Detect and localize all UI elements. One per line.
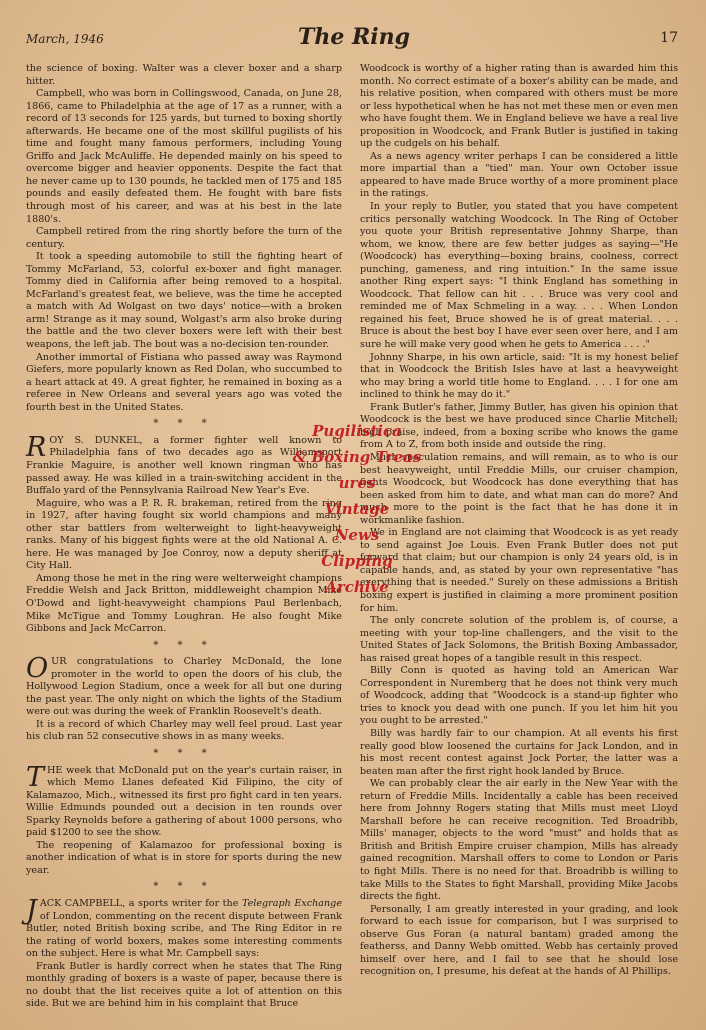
watermark-line: News [334,526,380,544]
drop-cap: O [26,653,49,685]
paragraph-text: ACK CAMPBELL, a sports writer for the [39,898,242,909]
paragraph: Campbell retired from the ring shortly before the turn of the century. [26,226,342,250]
paragraph: Woodcock is worthy of a higher rating than is awarded him this month. No correct estimate of a boxer's ability can be made, and his relative position, when compared with others must be more or less hypothetical when he has not met these men or even men who have fought them. We in England believe we have a real live proposition in Woodcock, and Frank Butler is justified in taking up the cudgels on his behalf. [360,63,678,150]
paragraph: Billy Conn is quoted as having told an American War Correspondent in Nuremberg that he does not think very much of Woodcock, adding that "Woodcock is a stand-up fighter who tries to knock you dead with one punch. If you let him hit you you ought to be arrested." [360,665,678,727]
paragraph [26,761,342,840]
paragraph-text: HE week that McDonald put on the year's curtain raiser, in which Memo Llanes defeated Kid Filipino, the city of Kalamazoo, Mich., witnessed its first pro fight card in ten years. Willie Edmunds pounded out a decision in ten rounds over Sparky Reynolds before a gathering of about 1000 persons, who paid $1200 to see the show. [26,764,342,839]
paragraph: We can probably clear the air early in the New Year with the return of Freddie Mills. Incidentally a cable has been received here from Johnny Rogers stating that Mills must meet Lloyd Marshall before he can receive recognition. Ted Broadribb, Mills' manager, objects to the word "must" and holds that as British and British Empire cruiser champion, Mills has already gained recognition. Marshall offers to come to London or Paris to fight Mills. There is no need for that. Broadribb is willing to take Mills to the States to fight Marshall, providing Mike Jacobs directs the fight. [360,778,678,903]
paragraph: Another immortal of Fistiana who passed away was Raymond Giefers, more popularly known as Red Dolan, who succumbed to a heart attack at 49. A great fighter, he remained in boxing as a referee in New Orleans and several years ago was voted the fourth best in the United States. [26,351,342,413]
paragraph: The reopening of Kalamazoo for professional boxing is another indication of what is in store for sports during the new year. [26,839,342,876]
issue-date: March, 1946 [26,32,104,46]
paragraph: Johnny Sharpe, in his own article, said: "It is my honest belief that in Woodcock the British Isles have at last a heavyweight who may bring a world title home to England. . . . I for one am inclined to think he may do it." [360,351,678,401]
drop-cap: T [26,761,45,793]
watermark-line: Clipping [321,552,393,570]
magazine-title: The Ring [297,24,411,50]
paragraph: The only concrete solution of the problem is, of course, a meeting with your top-line challengers, and the visit to the United States of Jack Solomons, the British Boxing Ambassador, has raised great hopes of a tangible result in this respect. [360,615,678,664]
watermark-line: Vintage [324,500,390,518]
section-separator: * * * [153,639,215,651]
paragraph [26,431,342,498]
section-separator: * * * [153,747,215,759]
page-number: 17 [660,30,678,46]
paragraph: the science of boxing. Walter was a clever boxer and a sharp hitter. [26,63,342,87]
publication-name: Telegraph Exchange [241,898,342,909]
paragraph: As a news agency writer perhaps I can be considered a little more impartial than a "tied" man. Your own October issue appeared to have made Bruce worthy of a more prominent place in the ratings. [360,150,678,200]
watermark-line: & Boxing Treas [292,448,422,466]
paragraph: Personally, I am greatly interested in your grading, and look forward to each issue for comparison, but I was surprised to observe Gus Foran (a natural bantam) graded among the featherss, and Danny Webb omitted. Webb has certainly proved himself over here, and I fail to see that he should lose recognition on, I presume, his defeat at the hands of Al Phillips. [360,903,678,978]
paragraph: Frank Butler is hardly correct when he states that The Ring monthly grading of boxers is a waste of paper, because there is no doubt that the list receives quite a lot of attention on this side. But we are behind him in his complaint that Bruce [26,960,342,1010]
paragraph: In your reply to Butler, you stated that you have competent critics personally watching Woodcock. In The Ring of October you quote your British representative Johnny Sharpe, than whom, we know, there are few better judges as saying—"He (Woodcock) has everything—boxing brains, coolness, correct punching, gameness, and ring intuition." In the same issue another Ring expert says: "I think England has something in Woodcock. That fellow can hit . . . Bruce was very cool and reminded me of Max Schmeling in a way. . . . When London regained his feet, Bruce showed he is of great material. . . . Bruce is about the best boy I have ever seen over here, and I am sure he will make very good when he gets to America . . . ." [360,201,678,351]
right-column [360,63,678,979]
paragraph: Much speculation remains, and will remain, as to who is our best heavyweight, until Freddie Mills, our cruiser champion, fights Woodcock, but Woodcock has done everything that has been asked from him to date, and what man can do more? And much more to the point is the fact that he has done it in workmanlike fashion. [360,451,678,526]
paragraph: It took a speeding automobile to still the fighting heart of Tommy McFarland, 53, colorful ex-boxer and fight manager. Tommy died in California after being removed to a hospital. McFarland's greatest feat, we believe, was the time he accepted a match with Ad Wolgast on two days' notice—with a broken arm! Strange as it may sound, Wolgast's arm also broke during the battle and the two clever boxers were left with their best weapons, the left jab. The bout was a no-decision ten-rounder. [26,251,342,351]
watermark-line: ures [338,474,376,492]
paragraph: We in England are not claiming that Woodcock is as yet ready to send against Joe Louis. Even Frank Butler does not put forward that claim; but our champion is only 24 years old, is in capable hands, and, as stated by your own representative "has everything that is needed." Surely on these admissions a British boxing expert is justified in claiming a more prominent position for him. [360,527,678,614]
section-separator: * * * [153,881,215,893]
drop-cap: R [26,431,47,463]
paragraph: Among those he met in the ring were welterweight champions Freddie Welsh and Jack Britton, middleweight champion Mike O'Dowd and light-heavyweight champions Paul Berlenbach, Mike McTigue and Tommy Loughran. He also fought Mike Gibbons and Jack McCarron. [26,572,342,635]
paragraph-text: OY S. DUNKEL, a former fighter well known to Philadelphia fans of two decades ago as Williamsport Frankie Maguire, is another well known ringman who has passed away. He was killed in a train-switching accident in the Buffalo yard of the Pennsylvania Railroad New Year's Eve. [26,434,342,497]
paragraph: Campbell, who was born in Collingswood, Canada, on June 28, 1866, came to Philadelphia at the age of 17 as a runner, with a record of 13 seconds for 125 yards, but turned to boxing shortly afterwards. He became one of the most skillful pugilists of his time and fought many famous performers, including Young Griffo and Jack McAuliffe. He depended mainly on his speed to overcome bigger and heavier opponents. Despite the fact that he never came up to 130 pounds, he tackled men of 175 and 185 pounds and easily defeated them. He fought with bare fists through most of his career, and was at his best in the late 1880's. [26,88,343,225]
paragraph: Frank Butler's father, Jimmy Butler, has given his opinion that Woodcock is the best we have produced since Charlie Mitchell; high praise, indeed, from a boxing scribe who knows the game from A to Z, from both inside and outside the ring. [360,401,678,451]
paragraph: Maguire, who was a P. R. R. brakeman, retired from the ring in 1927, after having fought six world champions and many other star battlers from welterweight to light-heavyweight ranks. Many of his biggest fights were at the old National A. C. here. He was managed by Joe Conroy, now a deputy sheriff at City Hall. [26,497,342,572]
paragraph [26,895,342,961]
paragraph-text: of London, commenting on the recent dispute between Frank Butler, noted British boxing scribe, and The Ring Editor in re the rating of world boxers, makes some interesting comments on the subject. Here is what Mr. Campbell says: [26,910,342,960]
paragraph: Billy was hardly fair to our champion. At all events his first really good blow loosened the curtains for Jack London, and in his most recent contest against Jock Porter, the latter was a beaten man after the first right hook landed by Bruce. [360,727,678,777]
paragraph-text: UR congratulations to Charley McDonald, the lone promoter in the world to open the doors of his club, the Hollywood Legion Stadium, once a week for all but one during the past year. The only night on which the lights of the Stadium were out was during the week of Franklin Roosevelt's death. [26,656,342,718]
paragraph [26,653,342,719]
section-separator: * * * [153,418,215,430]
paragraph: It is a record of which Charley may well feel proud. Last year his club ran 52 consecutive shows in as many weeks. [26,718,342,743]
watermark-line: Archive [325,578,389,596]
drop-cap: J [26,895,37,926]
page-header [26,24,682,56]
left-column [26,63,342,1011]
watermark-line: Pugilistica [312,422,402,440]
